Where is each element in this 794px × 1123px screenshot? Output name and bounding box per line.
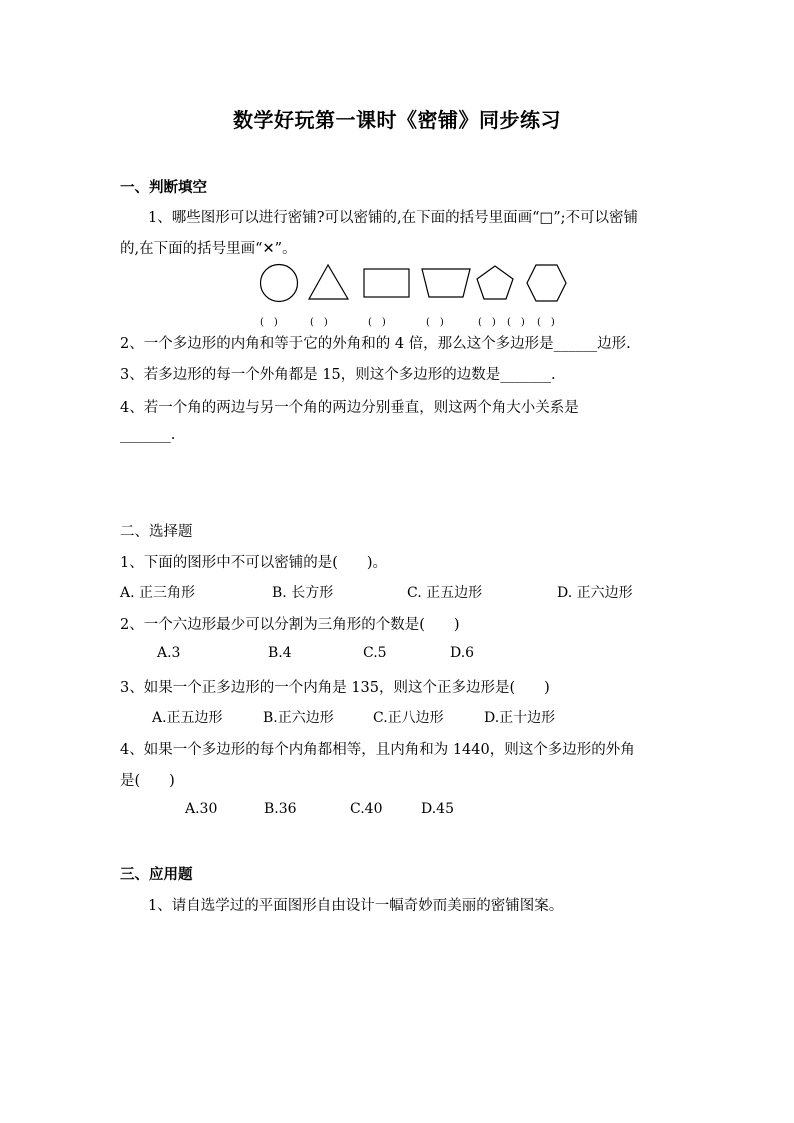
s2-q3: 3、如果一个正多边形的一个内角是 135，则这个正多边形是( ) (120, 680, 550, 696)
answer-bracket[interactable]: ( ) (260, 317, 278, 328)
s2-q1-option-c[interactable]: C. 正五边形 (407, 585, 483, 601)
s1-q1-line2: 的,在下面的括号里画“✕”。 (120, 241, 297, 257)
s2-q4-option-c[interactable]: C.40 (350, 801, 383, 817)
answer-bracket[interactable]: ( ) (478, 317, 496, 328)
s1-q4-line1: 4、若一个角的两边与另一个角的两边分别垂直，则这两个角大小关系是 (120, 400, 579, 416)
s1-q4-line2: _______. (120, 427, 176, 443)
pentagon-shape (477, 266, 513, 299)
s2-q4-option-b[interactable]: B.36 (264, 801, 297, 817)
rectangle-shape (364, 269, 409, 297)
answer-bracket[interactable]: ( ) (507, 317, 525, 328)
s3-q1: 1、请自选学过的平面图形自由设计一幅奇妙而美丽的密铺图案。 (148, 898, 564, 914)
section1-heading: 一、判断填空 (120, 179, 207, 196)
s2-q2-option-d[interactable]: D.6 (450, 645, 475, 661)
s2-q4-line1: 4、如果一个多边形的每个内角都相等，且内角和为 1440，则这个多边形的外角 (120, 742, 635, 758)
s2-q3-option-c[interactable]: C.正八边形 (373, 710, 444, 726)
s1-q2: 2、一个多边形的内角和等于它的外角和的 4 倍，那么这个多边形是______边形. (120, 336, 631, 352)
s2-q1-option-b[interactable]: B. 长方形 (272, 585, 334, 601)
s2-q2-option-a[interactable]: A.3 (157, 645, 181, 661)
answer-bracket[interactable]: ( ) (310, 317, 328, 328)
circle-shape (261, 265, 298, 302)
answer-bracket[interactable]: ( ) (537, 317, 555, 328)
s2-q1-option-a[interactable]: A. 正三角形 (120, 585, 196, 601)
s2-q3-option-a[interactable]: A.正五边形 (152, 710, 223, 726)
s2-q1-option-d[interactable]: D. 正六边形 (557, 585, 633, 601)
s2-q2-option-c[interactable]: C.5 (363, 645, 387, 661)
s2-q2: 2、一个六边形最少可以分割为三角形的个数是( ) (120, 617, 460, 633)
page-title: 数学好玩第一课时《密铺》同步练习 (233, 108, 561, 132)
section3-heading: 三、应用题 (120, 866, 193, 883)
s2-q4-line2: 是( ) (120, 773, 175, 789)
s2-q2-option-b[interactable]: B.4 (268, 645, 292, 661)
shapes-figure (256, 262, 576, 304)
s2-q1: 1、下面的图形中不可以密铺的是( )。 (120, 555, 388, 571)
s1-q1-line1: 1、哪些图形可以进行密铺?可以密铺的,在下面的括号里面画“□”;不可以密铺 (148, 210, 639, 226)
trapezoid-shape (422, 269, 470, 297)
s1-q3: 3、若多边形的每一个外角都是 15，则这个多边形的边数是_______. (120, 367, 556, 383)
answer-bracket[interactable]: ( ) (368, 317, 386, 328)
s2-q3-option-d[interactable]: D.正十边形 (484, 710, 556, 726)
s2-q4-option-a[interactable]: A.30 (185, 801, 218, 817)
s2-q4-option-d[interactable]: D.45 (421, 801, 454, 817)
hexagon-shape (527, 265, 566, 301)
answer-bracket[interactable]: ( ) (426, 317, 444, 328)
triangle-shape (309, 265, 348, 299)
section2-heading: 二、选择题 (120, 524, 193, 540)
s2-q3-option-b[interactable]: B.正六边形 (263, 710, 334, 726)
